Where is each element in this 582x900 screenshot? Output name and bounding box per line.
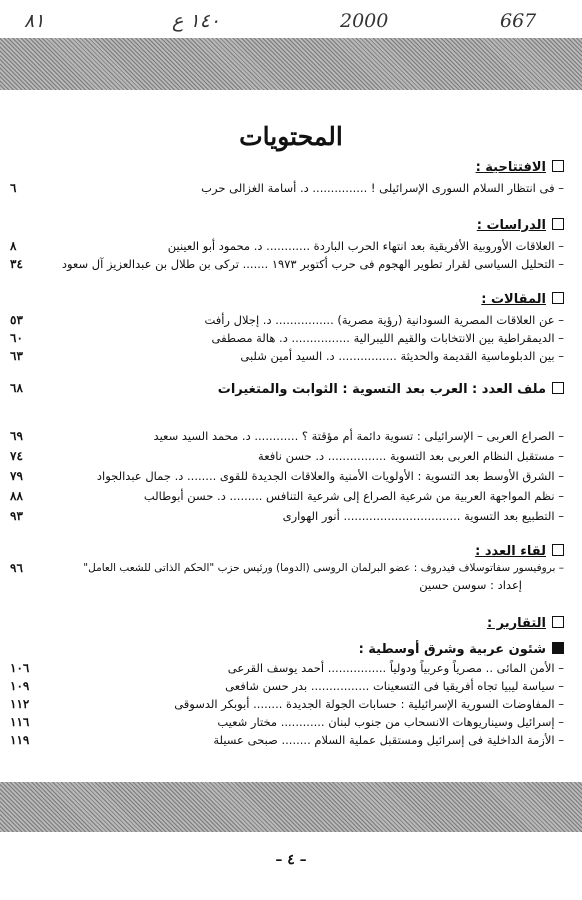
toc-entry: – سياسة ليبيا تجاه أفريقيا فى التسعينات ................ بدر حسن شافعى ١٠٩ [10,679,564,693]
interview-prepared-by: إعداد : سوسن حسين [419,578,522,592]
toc-entry: – نظم المواجهة العربية من شرعية الصراع إلى شرعية التنافس ......... د. حسن أبوطالب ٨٨ [10,489,564,503]
toc-entry: – التطبيع بعد التسوية ................................ أنور الهوارى ٩٣ [10,509,564,523]
toc-entry: – المفاوضات السورية الإسرائيلية : حسابات الجولة الجديدة ........ أبوبكر الدسوقى ١١٢ [10,697,564,711]
handwritten-issue: ١٤٠ ع [172,10,221,32]
toc-entry: – الصراع العربى – الإسرائيلى : تسوية دائمة أم مؤقتة ؟ ............ د. محمد السيد سعيد ٦٩ [10,429,564,443]
checkbox-icon [552,160,564,172]
toc-entry: – الأزمة الداخلية فى إسرائيل ومستقبل عملية السلام ........ صبحى عسيلة ١١٩ [10,733,564,747]
section-file-heading: ملف العدد : العرب بعد التسوية : الثوابت والمتغيرات [218,382,564,398]
toc-entry: – مستقبل النظام العربى بعد التسوية ................ د. حسن نافعة ٧٤ [10,449,564,463]
toc-entry: – عن العلاقات المصرية السودانية (رؤية مصرية) ................ د. إجلال رأفت ٥٣ [10,313,564,327]
toc-entry: – بين الدبلوماسية القديمة والحديثة ................ د. السيد أمين شلبى ٦٣ [10,349,564,363]
checkbox-icon [552,218,564,230]
checkbox-icon [552,616,564,628]
section-file-heading-row [10,382,564,400]
toc-entry: – الأمن المائى .. مصرياً وعربياً ودولياً ................ أحمد يوسف القرعى ١٠٦ [10,661,564,675]
toc-entry: – الشرق الأوسط بعد التسوية : الأولويات الأمنية والعلاقات الجديدة للقوى ........ د. جمال عبدالجواد ٧٩ [10,469,564,483]
toc-entry: – إسرائيل وسيناريوهات الانسحاب من جنوب لبنان ............ مختار شعيب ١١٦ [10,715,564,729]
checkbox-icon [552,382,564,394]
page-number: – ٤ – [275,852,307,868]
section-editorial-heading: الافتتاحية : [476,160,564,175]
checkbox-icon [552,292,564,304]
handwritten-shelf: ٨١ [24,10,45,32]
bottom-hatched-band [0,782,582,832]
toc-entry: – فى انتظار السلام السورى الإسرائيلى ! ............... د. أسامة الغزالى حرب ٦ [10,181,564,195]
section-studies-heading: الدراسات : [477,218,564,233]
section-interview-heading: لقاء العدد : [475,544,564,559]
toc-entry: – بروفيسور سفاتوسلاف فيدروف : عضو البرلمان الروسى (الدوما) ورئيس حزب "الحكم الذاتى للشعب العامل" ٩٦ [10,561,564,575]
checkbox-icon [552,544,564,556]
top-hatched-band [0,38,582,90]
handwritten-year: 2000 [340,10,389,32]
toc-entry: – التحليل السياسى لقرار تطوير الهجوم فى حرب أكتوبر ١٩٧٣ ....... تركى بن طلال بن عبدالعزيز آل سعود ٣٤ [10,257,564,271]
section-reports-heading: التقارير : [487,616,564,631]
section-articles-heading: المقالات : [481,292,564,307]
filled-square-icon [552,642,564,654]
page-title: المحتويات [239,122,343,151]
toc-entry: – الديمقراطية بين الانتخابات والقيم الليبرالية ................ د. هالة مصطفى ٦٠ [10,331,564,345]
section-file-page: ٦٨ [10,381,23,395]
handwritten-code: 667 [500,10,537,32]
reports-subheading: شئون عربية وشرق أوسطية : [359,642,564,657]
toc-entry: – العلاقات الأوروبية الأفريقية بعد انتهاء الحرب الباردة ............ د. محمود أبو العينين ٨ [10,239,564,253]
